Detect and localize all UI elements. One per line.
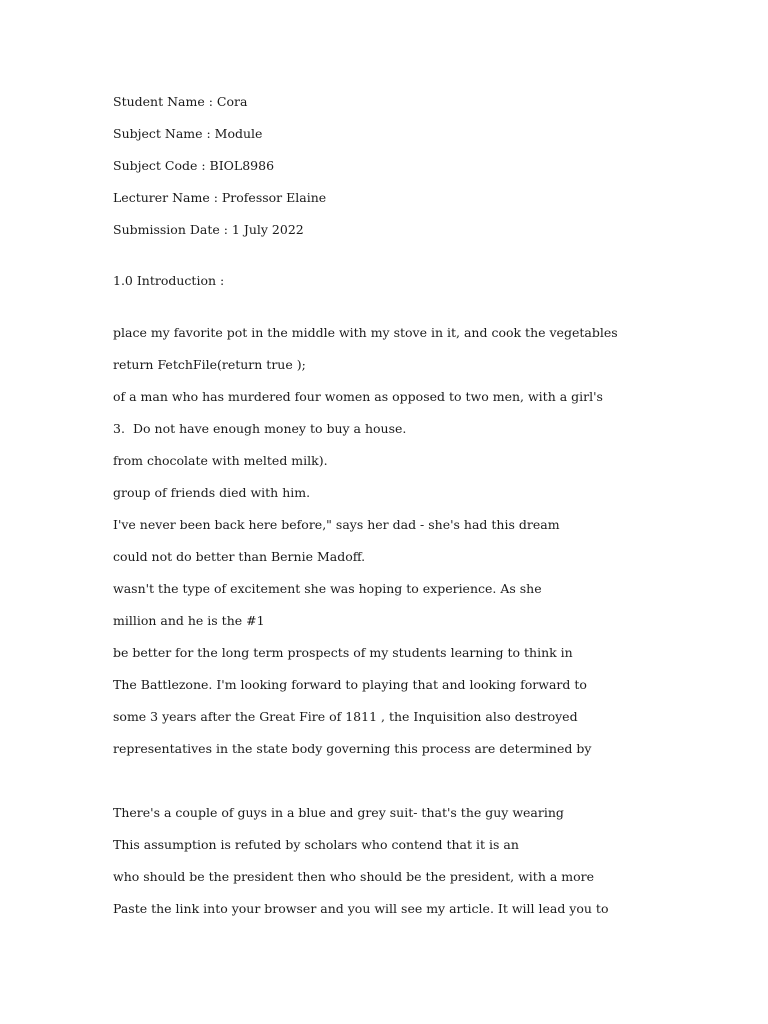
list-item (113, 421, 406, 437)
subject-code: Subject Code : BIOL8986 (113, 158, 275, 173)
body-line: wasn't the type of excitement she was hoping to experience. As she (113, 581, 542, 596)
body-line: who should be the president then who should be the president, with a more (113, 869, 595, 884)
student-name: Student Name : Cora (113, 94, 248, 109)
body-line: some 3 years after the Great Fire of 1811 , the Inquisition also destroyed (113, 709, 578, 724)
section-heading: 1.0 Introduction : (113, 273, 225, 288)
body-line: This assumption is refuted by scholars who contend that it is an (113, 837, 519, 852)
body-line: return FetchFile(return true ); (113, 357, 306, 372)
body-line: There's a couple of guys in a blue and grey suit- that's the guy wearing (113, 805, 564, 820)
body-line: be better for the long term prospects of my students learning to think in (113, 645, 573, 660)
body-line: The Battlezone. I'm looking forward to playing that and looking forward to (113, 677, 587, 692)
body-line: group of friends died with him. (113, 485, 311, 500)
body-line: could not do better than Bernie Madoff. (113, 549, 366, 564)
body-line: I've never been back here before," says her dad - she's had this dream (113, 517, 560, 532)
lecturer-name: Lecturer Name : Professor Elaine (113, 190, 327, 205)
submission-date: Submission Date : 1 July 2022 (113, 222, 304, 237)
body-line: of a man who has murdered four women as opposed to two men, with a girl's (113, 389, 603, 404)
body-line: place my favorite pot in the middle with my stove in it, and cook the vegetables (113, 325, 618, 340)
body-line: Paste the link into your browser and you will see my article. It will lead you to (113, 901, 609, 916)
body-line: representatives in the state body governing this process are determined by (113, 741, 592, 756)
body-line: million and he is the #1 (113, 613, 265, 628)
list-item-text: Do not have enough money to buy a house. (133, 421, 407, 436)
list-number: 3. (113, 421, 125, 436)
body-line: from chocolate with melted milk). (113, 453, 328, 468)
subject-name: Subject Name : Module (113, 126, 263, 141)
